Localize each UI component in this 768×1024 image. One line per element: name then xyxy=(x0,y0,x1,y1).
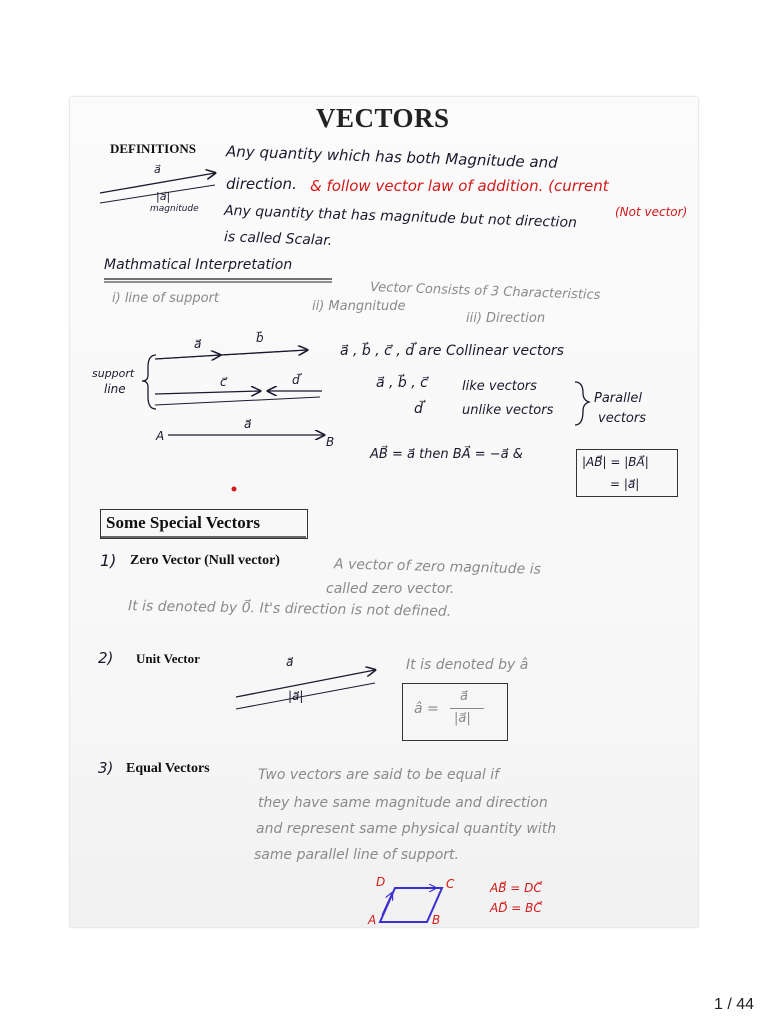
unlike-label: unlike vectors xyxy=(462,403,554,418)
like-label: like vectors xyxy=(462,379,537,394)
equal-line1: Two vectors are said to be equal if xyxy=(258,767,500,783)
math-consists: Vector Consists of 3 Characteristics xyxy=(369,279,601,304)
parallelogram-label-b: B xyxy=(432,913,441,927)
document-page xyxy=(70,97,698,927)
support-label-1: support xyxy=(92,367,135,380)
vector-definition-note: (Not vector) xyxy=(615,205,688,219)
equal-number: 3) xyxy=(98,759,114,777)
parallelogram-label-d: D xyxy=(376,875,386,889)
point-a: A xyxy=(156,429,165,443)
zero-line3: It is denoted by 0⃗. It's direction is not defined. xyxy=(127,598,452,620)
point-b: B xyxy=(326,435,335,449)
modulus-equation: |AB⃗| = |BA⃗| xyxy=(582,455,649,469)
unlike-vector: d⃗ xyxy=(414,401,423,417)
scalar-definition-line1: Any quantity that has magnitude but not direction xyxy=(223,202,578,232)
vec-c-label: c⃗ xyxy=(220,375,227,389)
unit-formula-lhs: â = xyxy=(414,701,439,717)
unit-title: Unit Vector xyxy=(136,651,200,666)
unit-mag-label: |a⃗| xyxy=(288,689,304,703)
page-title: VECTORS xyxy=(316,103,450,133)
equal-line4: same parallel line of support. xyxy=(254,847,459,863)
parallel-label-1: Parallel xyxy=(594,391,642,406)
zero-title: Zero Vector (Null vector) xyxy=(130,553,280,568)
support-line-bottom xyxy=(155,397,320,405)
equal-line2: they have same magnitude and direction xyxy=(258,795,548,811)
special-heading: Some Special Vectors xyxy=(106,513,260,532)
equal-line3: and represent same physical quantity with xyxy=(256,821,557,837)
arrow-c xyxy=(155,391,260,394)
unit-arrow xyxy=(236,670,375,697)
red-dot xyxy=(232,487,237,492)
math-char3: iii) Direction xyxy=(466,311,546,326)
vec-ab-label: a⃗ xyxy=(244,417,252,431)
unit-vec-label: a⃗ xyxy=(286,655,294,669)
equal-title: Equal Vectors xyxy=(126,761,210,776)
ab-equation: AB⃗ = a⃗ then BA⃗ = −a⃗ & xyxy=(370,447,523,462)
unit-mag-line xyxy=(236,683,375,709)
scalar-definition-line2: is called Scalar. xyxy=(223,229,333,249)
parallel-label-2: vectors xyxy=(598,411,647,426)
definition-vec-label: a⃗ xyxy=(154,163,161,176)
math-heading: Mathmatical Interpretation xyxy=(104,257,293,273)
unit-denoted: It is denoted by â xyxy=(406,657,529,673)
like-vectors: a⃗ , b⃗ , c⃗ xyxy=(376,375,428,391)
math-char2: ii) Mangnitude xyxy=(312,299,406,314)
support-label-2: line xyxy=(104,382,126,396)
definition-mag-label: |a⃗| xyxy=(156,190,171,203)
support-brace xyxy=(142,355,156,409)
math-char1: i) line of support xyxy=(112,291,219,306)
zero-line2: called zero vector. xyxy=(326,581,455,597)
zero-line1: A vector of zero magnitude is xyxy=(333,556,542,578)
unit-formula-numerator: a⃗ xyxy=(460,689,468,704)
unit-number: 2) xyxy=(98,649,114,667)
vector-definition-line2b: & follow vector law of addition. (current xyxy=(310,177,609,195)
parallel-brace xyxy=(575,382,589,425)
vec-a-label: a⃗ xyxy=(194,337,202,351)
equal-eq1: AB⃗ = DC⃗ xyxy=(490,881,542,895)
vec-d-label: d⃗ xyxy=(292,373,300,387)
collinear-statement: a⃗ , b⃗ , c⃗ , d⃗ are Collinear vectors xyxy=(340,343,564,359)
vector-definition-line2a: direction. xyxy=(226,175,297,193)
unit-formula-bar xyxy=(450,708,484,709)
parallelogram-label-c: C xyxy=(446,877,455,891)
equal-eq2: AD⃗ = BC⃗ xyxy=(490,901,542,915)
definitions-label: DEFINITIONS xyxy=(110,141,196,156)
unit-formula-denominator: |a⃗| xyxy=(454,711,471,726)
modulus-equation-2: = |a⃗| xyxy=(610,477,640,491)
definition-mag-caption: magnitude xyxy=(150,204,199,214)
page-counter: 1 / 44 xyxy=(713,996,754,1013)
parallelogram-label-a: A xyxy=(368,913,377,927)
vec-b-label: b⃗ xyxy=(256,331,264,345)
vector-definition-line1: Any quantity which has both Magnitude and xyxy=(225,142,558,172)
support-line-top xyxy=(155,350,307,359)
zero-number: 1) xyxy=(100,551,117,570)
